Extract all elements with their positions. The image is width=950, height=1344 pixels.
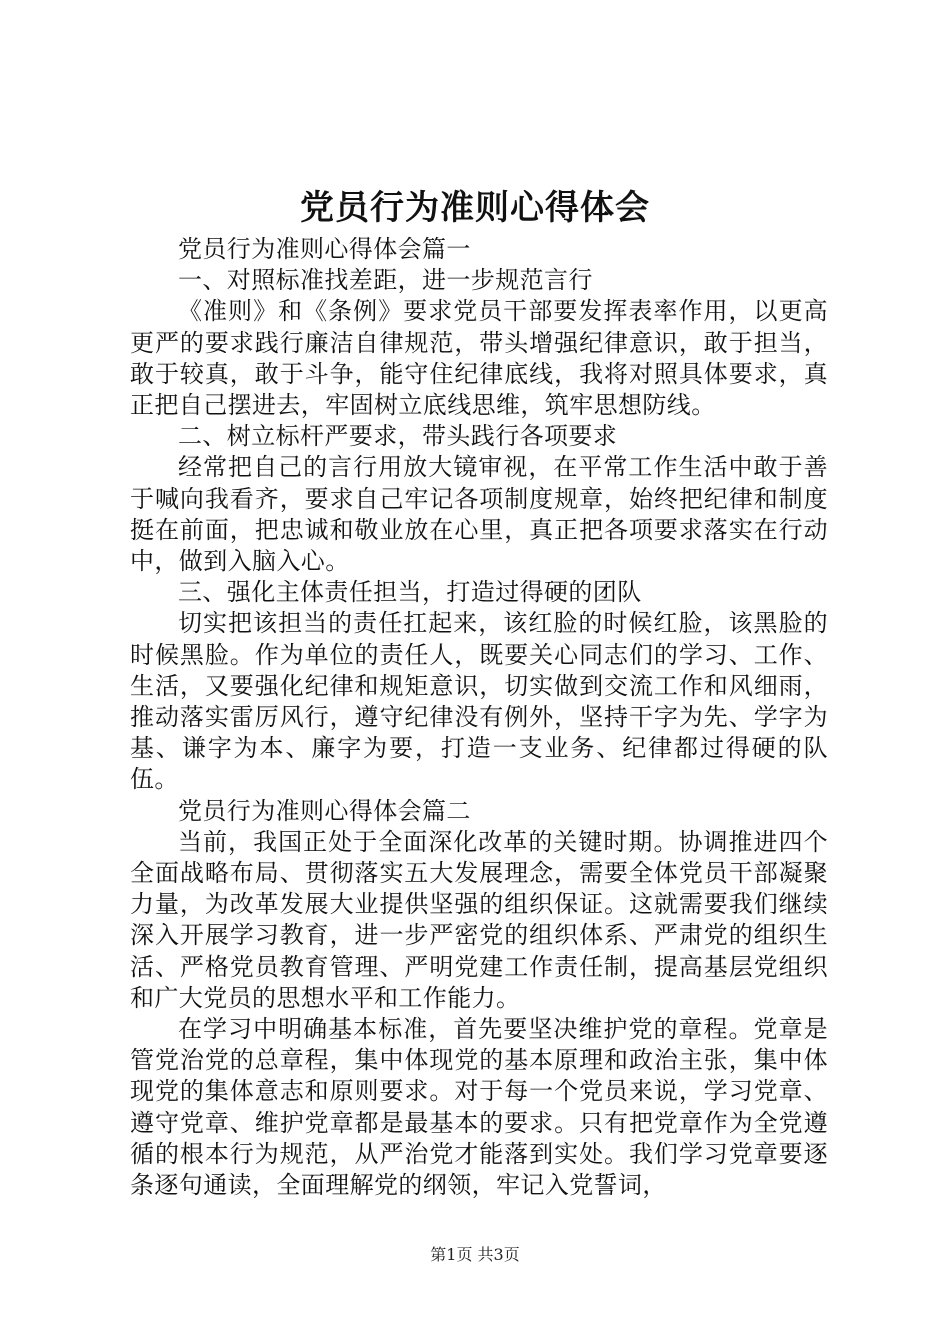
body-paragraph: 在学习中明确基本标准，首先要坚决维护党的章程。党章是管党治党的总章程，集中体现党的基本原理和政治主张，集中体现党的集体意志和原则要求。对于每一个党员来说，学习党章、遵守党章、维护党章都是最基本的要求。只有把党章作为全党遵循的根本行为规范，从严治党才能落到实处。我们学习党章要逐条逐句通读，全面理解党的纲领，牢记入党誓词， (130, 1015, 828, 1200)
document-body (130, 234, 828, 1201)
section-heading-part-two: 党员行为准则心得体会篇二 (178, 796, 471, 825)
page-footer: 第1页 共3页 (430, 1245, 520, 1264)
subheading-one: 一、对照标准找差距，进一步规范言行 (178, 266, 593, 295)
body-paragraph: 切实把该担当的责任扛起来，该红脸的时候红脸，该黑脸的时候黑脸。作为单位的责任人，既要关心同志们的学习、工作、生活，又要强化纪律和规矩意识，切实做到交流工作和风细雨，推动落实雷厉风行，遵守纪律没有例外，坚持干字为先、学字为基、谦字为本、廉字为要，打造一支业务、纪律都过得硬的队伍。 (130, 609, 828, 794)
section-heading-part-one: 党员行为准则心得体会篇一 (178, 235, 471, 263)
body-paragraph: 《准则》和《条例》要求党员干部要发挥表率作用，以更高更严的要求践行廉洁自律规范，带头增强纪律意识，敢于担当，敢于较真，敢于斗争，能守住纪律底线，我将对照具体要求，真正把自己摆进去，牢固树立底线思维，筑牢思想防线。 (130, 297, 828, 420)
body-paragraph: 当前，我国正处于全面深化改革的关键时期。协调推进四个全面战略布局、贯彻落实五大发展理念，需要全体党员干部凝聚力量，为改革发展大业提供坚强的组织保证。这就需要我们继续深入开展学习教育，进一步严密党的组织体系、严肃党的组织生活、严格党员教育管理、严明党建工作责任制，提高基层党组织和广大党员的思想水平和工作能力。 (130, 827, 828, 1012)
subheading-three: 三、强化主体责任担当，打造过得硬的团队 (178, 578, 642, 607)
subheading-two: 二、树立标杆严要求，带头践行各项要求 (178, 422, 618, 451)
body-paragraph: 经常把自己的言行用放大镜审视，在平常工作生活中敢于善于喊向我看齐，要求自己牢记各项制度规章，始终把纪律和制度挺在前面，把忠诚和敬业放在心里，真正把各项要求落实在行动中，做到入脑入心。 (130, 453, 828, 576)
document-title: 党员行为准则心得体会 (300, 188, 650, 228)
